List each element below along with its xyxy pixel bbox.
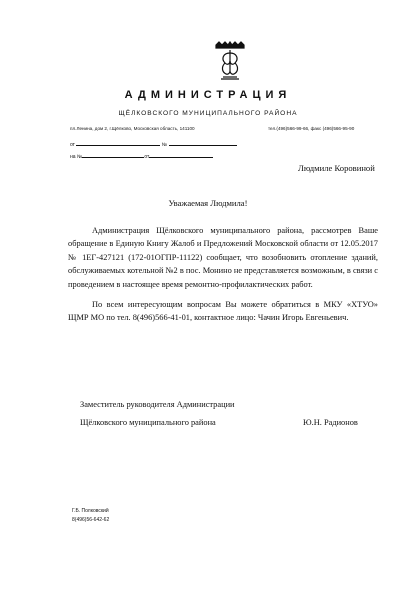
ref-prefix: на xyxy=(70,154,76,160)
org-subtitle: ЩЁЛКОВСКОГО МУНИЦИПАЛЬНОГО РАЙОНА xyxy=(118,110,298,117)
signature-position-line2: Щёлковского муниципального района xyxy=(80,418,216,427)
paragraph: Администрация Щёлковского муниципального района, рассмотрев Ваше обращение в Единую Книгу Жалоб и Предложений Московской области от 12.05.2017 № 1ЕГ-427121 (172-01ОГПР-11122) сообщает, что возобновить отопление зданий, обслуживаемых котельной №2 в пос. Монино не представляется возможным, в связи с проведением в настоящее время ремонтно-профилактических работ. xyxy=(68,226,378,289)
greeting: Уважаемая Людмила! xyxy=(168,198,248,208)
contacts-line xyxy=(70,126,355,131)
address: пл.Ленина, дом 2, г.Щёлково, Московская область, 141100 xyxy=(70,126,195,131)
reference-number-line xyxy=(70,151,213,160)
ref-number-symbol: № xyxy=(76,154,83,160)
ref-number-blank xyxy=(82,151,144,158)
number-blank xyxy=(169,139,237,146)
signature-position-line1: Заместитель руководителя Администрации xyxy=(80,400,235,409)
executor-phone: 8(496)56-642-62 xyxy=(72,517,110,523)
executor-name: Г.Б. Полковский xyxy=(72,508,109,514)
ref-from: от xyxy=(144,154,150,160)
from-prefix: от xyxy=(70,142,75,148)
signatory-name: Ю.Н. Радионов xyxy=(303,418,358,427)
paragraph: По всем интересующим вопросам Вы можете обратиться в МКУ «ХТУО» ЩМР МО по тел. 8(496)566-41-01, контактное лицо: Чачин Игорь Евгеньевич. xyxy=(68,300,378,323)
phones: тел.(496)566-99-66, факс (496)566-95-90 xyxy=(268,126,355,131)
coat-of-arms-icon xyxy=(213,41,247,81)
org-title: АДМИНИСТРАЦИЯ xyxy=(124,89,292,101)
date-blank xyxy=(76,139,160,146)
outgoing-number-line xyxy=(70,139,237,148)
addressee: Людмиле Коровиной xyxy=(298,163,375,173)
number-symbol: № xyxy=(161,142,168,148)
letter-body xyxy=(68,224,378,332)
ref-date-blank xyxy=(149,151,213,158)
